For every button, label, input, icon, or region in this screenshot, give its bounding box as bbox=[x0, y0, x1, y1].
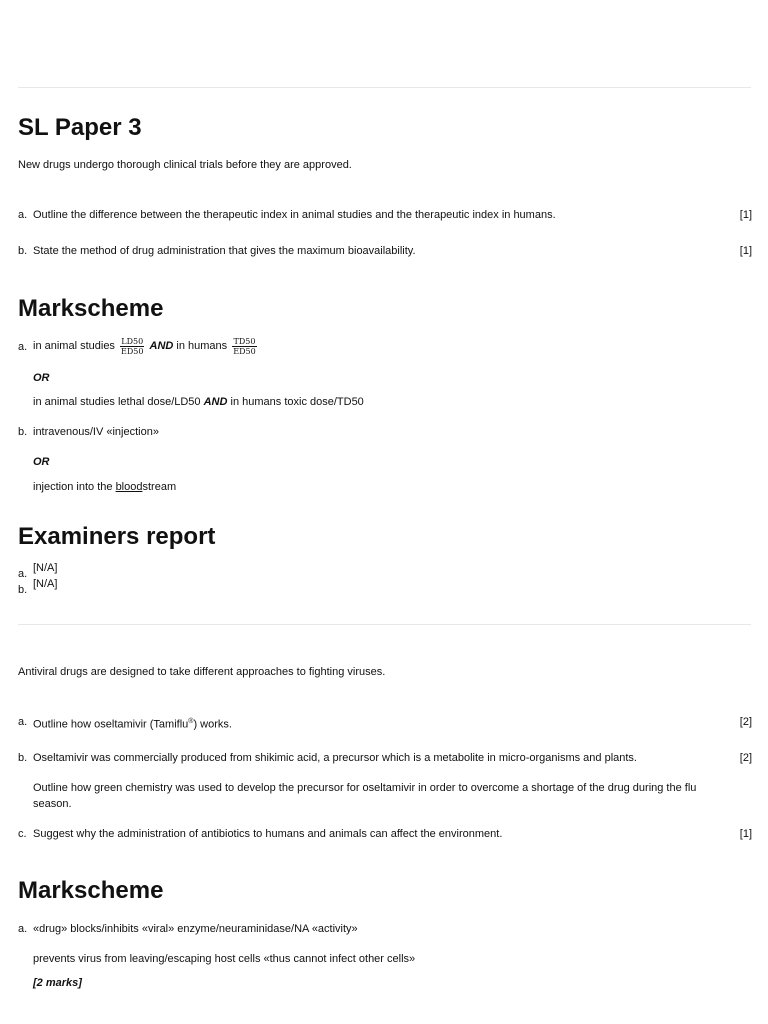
marks-label: [1] bbox=[739, 245, 752, 257]
markscheme-answer-b-alt bbox=[33, 479, 176, 495]
top-divider bbox=[18, 87, 751, 88]
ld50-ed50-fraction bbox=[120, 337, 144, 356]
answer-text: in humans toxic dose/TD50 bbox=[230, 396, 364, 408]
or-keyword: OR bbox=[33, 372, 50, 384]
marks-label: [2] bbox=[739, 716, 752, 728]
question-intro: New drugs undergo thorough clinical trials before they are approved. bbox=[18, 159, 352, 171]
part-letter: b. bbox=[18, 752, 28, 764]
registered-mark: ® bbox=[188, 718, 194, 725]
fraction-denominator: ED50 bbox=[121, 346, 144, 356]
examiners-report-text: [N/A] bbox=[33, 578, 58, 590]
text-segment: ) works. bbox=[193, 718, 232, 731]
question-part-text: State the method of drug administration that gives the maximum bioavailability. bbox=[33, 245, 416, 257]
fraction-numerator: TD50 bbox=[233, 336, 256, 346]
marks-label: [1] bbox=[739, 828, 752, 840]
fraction-numerator: LD50 bbox=[121, 336, 144, 346]
question-part-text: Suggest why the administration of antibiotics to humans and animals can affect the environment. bbox=[33, 828, 503, 840]
question-divider bbox=[18, 624, 751, 625]
markscheme-answer-line: prevents virus from leaving/escaping host cells «thus cannot infect other cells» bbox=[33, 953, 416, 965]
examiners-report-text: [N/A] bbox=[33, 562, 58, 574]
marks-label: [2] bbox=[739, 752, 752, 764]
markscheme-answer-a-alt bbox=[33, 394, 364, 410]
markscheme-answer-b: intravenous/IV «injection» bbox=[33, 426, 159, 438]
markscheme-answer-line: «drug» blocks/inhibits «viral» enzyme/neuraminidase/NA «activity» bbox=[33, 923, 358, 935]
answer-text: injection into the bbox=[33, 481, 113, 493]
part-letter: b. bbox=[18, 426, 28, 438]
part-letter: a. bbox=[18, 209, 28, 221]
part-letter: a. bbox=[18, 923, 28, 935]
text-segment: Outline how oseltamivir (Tamiflu bbox=[33, 718, 189, 731]
marks-label: [1] bbox=[739, 209, 752, 221]
or-keyword: OR bbox=[33, 456, 50, 468]
question-part-text: Oseltamivir was commercially produced from shikimic acid, a precursor which is a metabolite in micro-organisms and plants. bbox=[33, 752, 637, 764]
and-keyword: AND bbox=[203, 396, 228, 408]
page-title: SL Paper 3 bbox=[18, 114, 142, 141]
question-part-text bbox=[33, 714, 232, 733]
question-part-text-continued: Outline how green chemistry was used to develop the precursor for oseltamivir in order to overcome a shortage of the drug during the flu season. bbox=[33, 782, 697, 810]
question-part-text: Outline the difference between the therapeutic index in animal studies and the therapeutic index in humans. bbox=[33, 209, 556, 221]
markscheme-heading: Markscheme bbox=[18, 877, 164, 904]
question-intro: Antiviral drugs are designed to take different approaches to fighting viruses. bbox=[18, 666, 386, 678]
examiners-report-heading: Examiners report bbox=[18, 523, 216, 550]
part-letter: a. bbox=[18, 568, 28, 580]
answer-text: in animal studies bbox=[33, 340, 115, 352]
part-letter: b. bbox=[18, 584, 28, 596]
and-keyword: AND bbox=[149, 340, 174, 352]
answer-text: in humans bbox=[176, 340, 228, 352]
answer-text: in animal studies lethal dose/LD50 bbox=[33, 396, 201, 408]
marks-total: [2 marks] bbox=[33, 977, 82, 989]
answer-text: stream bbox=[142, 481, 177, 493]
part-letter: b. bbox=[18, 245, 28, 257]
part-letter: a. bbox=[18, 341, 28, 353]
underlined-term: blood bbox=[115, 481, 143, 493]
part-letter: c. bbox=[18, 828, 27, 840]
markscheme-heading: Markscheme bbox=[18, 295, 164, 322]
part-letter: a. bbox=[18, 716, 28, 728]
fraction-denominator: ED50 bbox=[233, 346, 256, 356]
td50-ed50-fraction bbox=[232, 337, 256, 356]
markscheme-answer-a bbox=[33, 333, 259, 359]
